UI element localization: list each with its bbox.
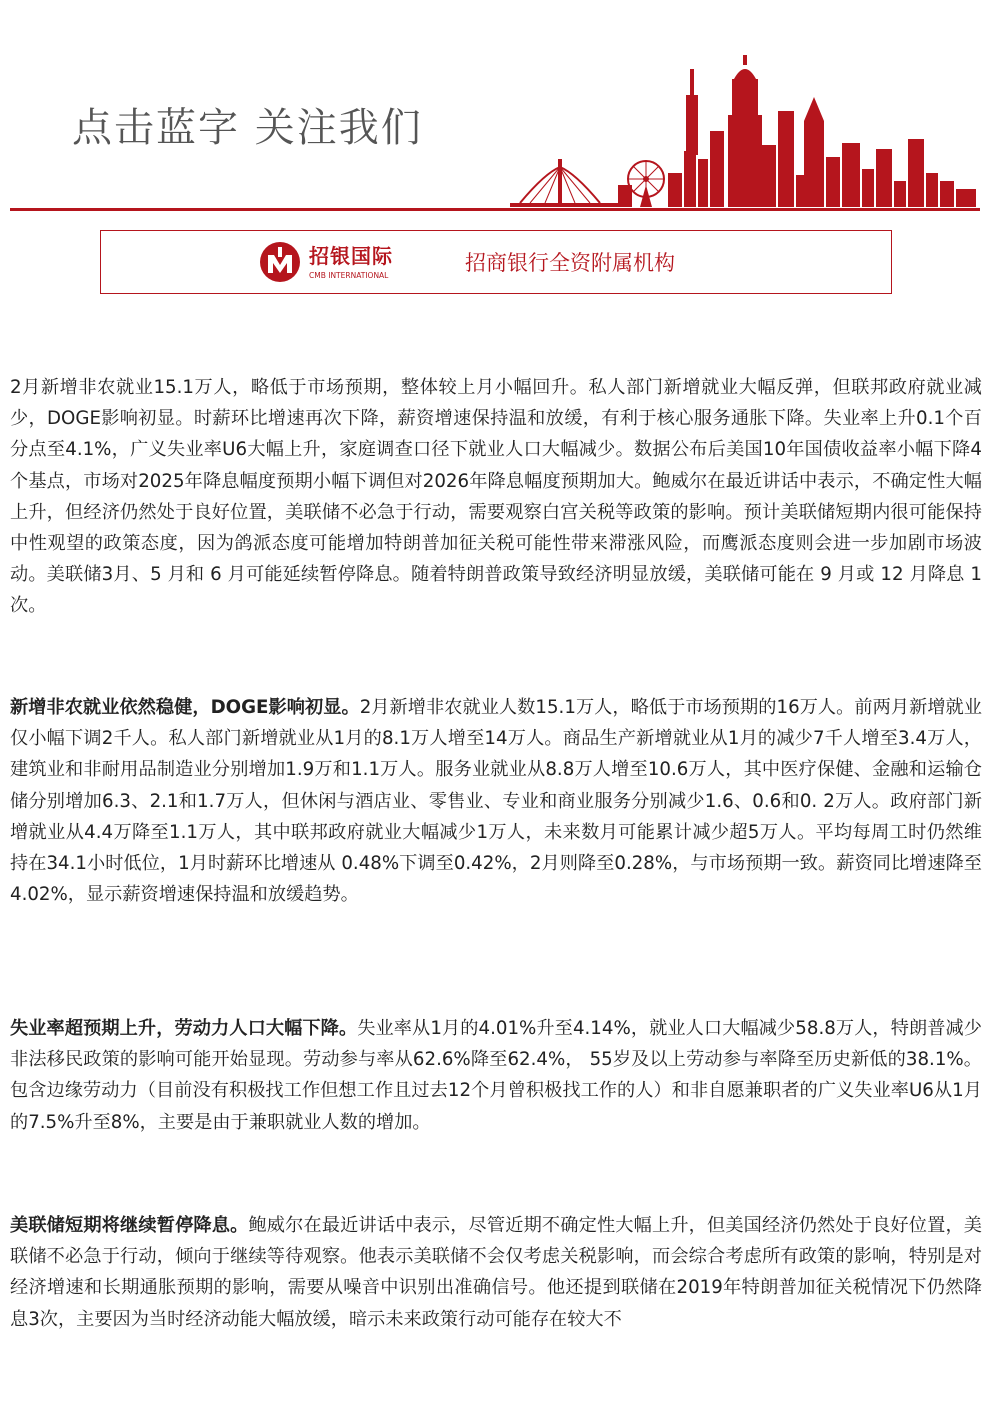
- cmbi-banner: [100, 230, 892, 294]
- section-body: 2月新增非农就业人数15.1万人，略低于市场预期的16万人。前两月新增就业仅小幅下调2千人。私人部门新增就业从1月的8.1万人增至14万人。商品生产新增就业从1月的减少7千人增至3.4万人，建筑业和非耐用品制造业分别增加1.9万和1.1万人。服务业就业从8.8万人增至10.6万人，其中医疗保健、金融和运输仓储分别增加6.3、2.1和1.7万人，但休闲与酒店业、零售业、专业和商业服务分别减少1.6、0.6和0. 2万人。政府部门新增就业从4.4万降至1.1万人，其中联邦政府就业大幅减少1万人，未来数月可能累计减少超5万人。平均每周工时仍然维持在34.1小时低位，1月时薪环比增速从 0.48%下调至0.42%，2月则降至0.28%，与市场预期一致。薪资同比增速降至4.02%，显示薪资增速保持温和放缓趋势。: [10, 697, 982, 906]
- section-paragraph-unemployment: [10, 1013, 982, 1138]
- banner-tagline: 招商银行全资附属机构: [465, 251, 675, 275]
- section-paragraph-fed: [10, 1210, 982, 1335]
- section-heading: 新增非农就业依然稳健，DOGE影响初显。: [10, 697, 360, 718]
- section-heading: 失业率超预期上升，劳动力人口大幅下降。: [10, 1018, 358, 1039]
- section-body: 鲍威尔在最近讲话中表示，尽管近期不确定性大幅上升，但美国经济仍然处于良好位置，美联储不必急于行动，倾向于继续等待观察。他表示美联储不会仅考虑关税影响，而会综合考虑所有政策的影响，特别是对经济增速和长期通胀预期的影响，需要从噪音中识别出准确信号。他还提到联储在2019年特朗普加征关税情况下仍然降息3次，主要因为当时经济动能大幅放缓，暗示未来政策行动可能存在较大不: [10, 1215, 982, 1330]
- cmbi-logo-chinese: 招银国际: [309, 244, 393, 268]
- header-divider: [10, 208, 980, 211]
- cmbi-logo-icon: [259, 241, 301, 283]
- city-skyline-illustration: [500, 55, 980, 215]
- header-title[interactable]: 点击蓝字 关注我们: [72, 105, 423, 151]
- section-heading: 美联储短期将继续暂停降息。: [10, 1215, 249, 1236]
- intro-paragraph: 2月新增非农就业15.1万人，略低于市场预期，整体较上月小幅回升。私人部门新增就业大幅反弹，但联邦政府就业减少，DOGE影响初显。时薪环比增速再次下降，薪资增速保持温和放缓，有利于核心服务通胀下降。失业率上升0.1个百分点至4.1%，广义失业率U6大幅上升，家庭调查口径下就业人口大幅减少。数据公布后美国10年国债收益率小幅下降4个基点，市场对2025年降息幅度预期小幅下调但对2026年降息幅度预期加大。鲍威尔在最近讲话中表示，不确定性大幅上升，但经济仍然处于良好位置，美联储不必急于行动，需要观察白宫关税等政策的影响。预计美联储短期内很可能保持中性观望的政策态度，因为鸽派态度可能增加特朗普加征关税可能性带来滞涨风险，而鹰派态度则会进一步加剧市场波动。美联储3月、5 月和 6 月可能延续暂停降息。随着特朗普政策导致经济明显放缓，美联储可能在 9 月或 12 月降息 1 次。: [10, 377, 982, 617]
- section-body: 失业率从1月的4.01%升至4.14%，就业人口大幅减少58.8万人，特朗普减少非法移民政策的影响可能开始显现。劳动参与率从62.6%降至62.4%， 55岁及以上劳动参与率降至历史新低的38.1%。包含边缘劳动力（目前没有积极找工作但想工作且过去12个月曾积极找工作的人）和非自愿兼职者的广义失业率U6从1月的7.5%升至8%，主要是由于兼职就业人数的增加。: [10, 1018, 982, 1133]
- section-paragraph-nonfarm: [10, 692, 982, 910]
- cmbi-logo-english: CMB INTERNATIONAL: [309, 271, 389, 280]
